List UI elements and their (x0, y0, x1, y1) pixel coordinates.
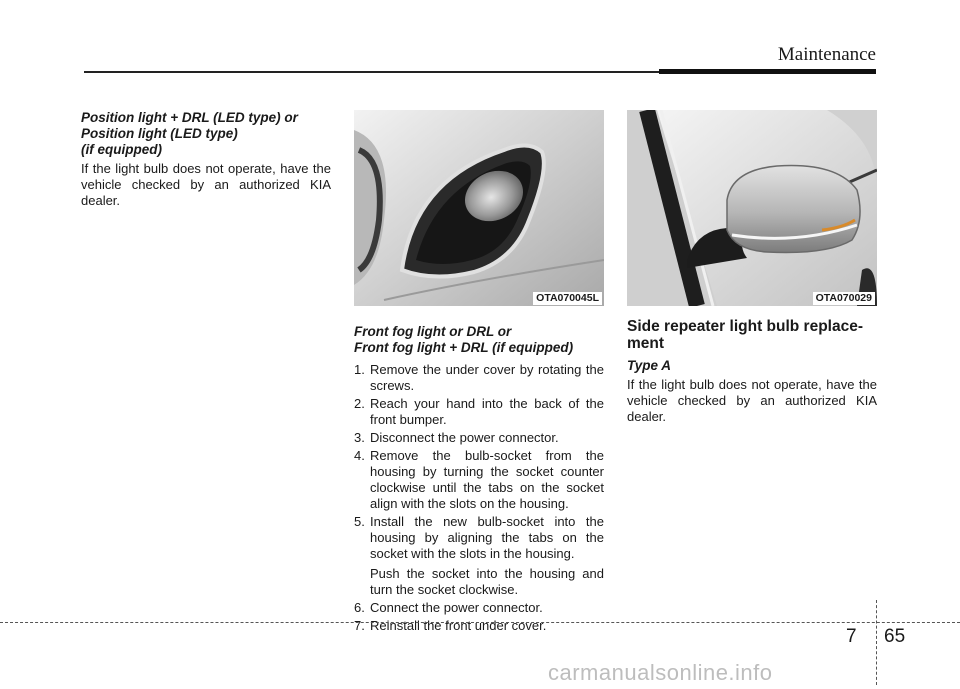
figure-code: OTA070029 (813, 292, 875, 305)
list-item (354, 618, 604, 634)
step-number: 3. (354, 430, 365, 445)
heading-line: ment (627, 335, 665, 352)
subheading-line: (if equipped) (81, 142, 162, 157)
step-text: Reach your hand into the back of the front bumper. (370, 396, 604, 427)
step-number: 6. (354, 600, 365, 615)
step-number: 1. (354, 362, 365, 377)
list-item (354, 396, 604, 428)
step-number: 4. (354, 448, 365, 463)
fog-light-illustration (354, 110, 604, 306)
step-text: Disconnect the power connector. (370, 430, 559, 445)
side-mirror-illustration (627, 110, 877, 306)
subheading-line: Front fog light or DRL or (354, 324, 512, 339)
page-number: 65 (884, 626, 906, 647)
fog-light-steps-continued (354, 600, 604, 634)
subheading-line: Position light + DRL (LED type) or (81, 110, 298, 125)
step-text: Remove the under cover by rotating the screws. (370, 362, 604, 393)
header-rule-thin (84, 71, 659, 73)
position-light-subheading (81, 110, 331, 158)
side-repeater-body: If the light bulb does not operate, have the vehicle checked by an authorized KIA dealer. (627, 377, 877, 424)
list-item (354, 430, 604, 446)
step-text: Reinstall the front under cover. (370, 618, 547, 633)
type-label: Type A (627, 358, 672, 373)
figure-code: OTA070045L (533, 292, 602, 305)
watermark: carmanualsonline.info (548, 660, 773, 685)
column-fog-light (354, 110, 604, 636)
side-mirror-figure (627, 110, 877, 306)
list-item (354, 514, 604, 562)
position-light-body: If the light bulb does not operate, have the vehicle checked by an authorized KIA dealer. (81, 161, 331, 208)
step-number: 2. (354, 396, 365, 411)
column-side-repeater (627, 110, 877, 425)
list-item (354, 600, 604, 616)
step-text: Connect the power connector. (370, 600, 543, 615)
step-text: Install the new bulb-socket into the housing by aligning the tabs on the socket with the slots in the housing. (370, 514, 604, 561)
column-position-light (81, 110, 331, 209)
subheading-line: Front fog light + DRL (if equipped) (354, 340, 574, 355)
side-repeater-heading (627, 318, 877, 352)
chapter-number: 7 (846, 626, 857, 647)
section-title: Maintenance (777, 44, 876, 65)
heading-line: Side repeater light bulb replace- (627, 318, 864, 335)
step5-extra-text: Push the socket into the housing and turn the socket clockwise. (370, 566, 604, 597)
fog-light-figure (354, 110, 604, 306)
footer-divider (876, 600, 877, 685)
subheading-line: Position light (LED type) (81, 126, 238, 141)
fog-light-steps (354, 362, 604, 562)
step-number: 7. (354, 618, 365, 633)
list-item (354, 448, 604, 512)
header-rule-thick (659, 69, 876, 74)
fog-light-subheading (354, 324, 604, 356)
step-number: 5. (354, 514, 365, 529)
list-item (354, 362, 604, 394)
footer-rule (0, 622, 960, 623)
step-text: Remove the bulb-socket from the housing by turning the socket counter clockwise until the tabs on the socket align with the slots on the housing. (370, 448, 604, 511)
